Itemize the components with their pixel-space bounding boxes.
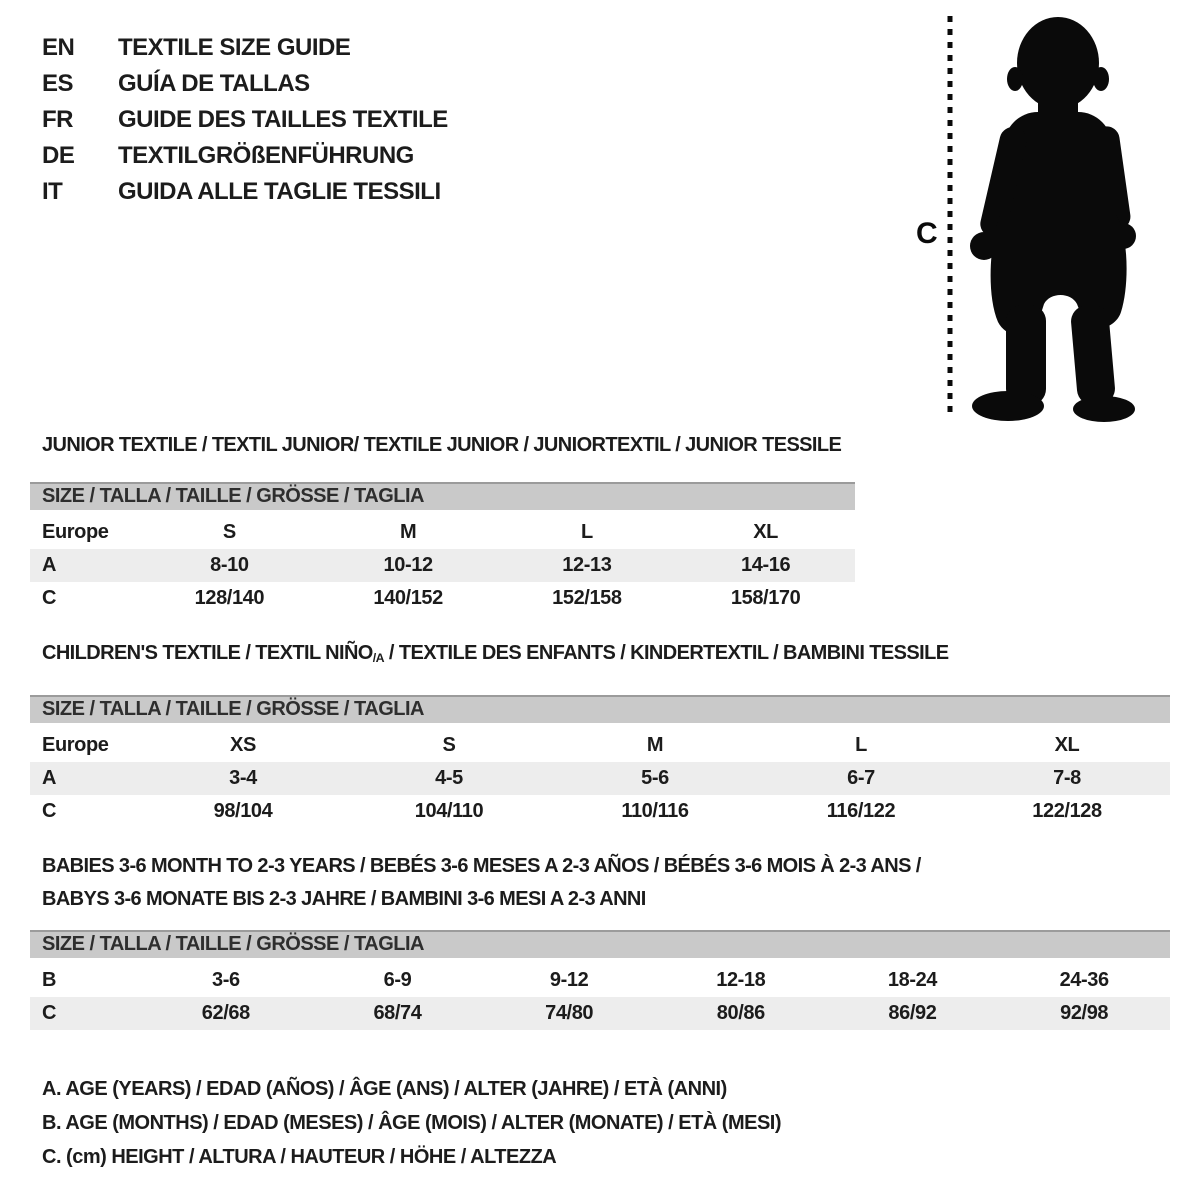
language-row: [42, 138, 448, 174]
table-row: [30, 549, 855, 582]
language-label: TEXTILE SIZE GUIDE: [118, 34, 351, 61]
cell-value: 152/158: [552, 587, 622, 609]
cell-value: 140/152: [373, 587, 443, 609]
height-label: C: [916, 217, 938, 250]
size-figure: [880, 0, 1200, 440]
cell-value: L: [855, 734, 867, 757]
cell-value: XL: [753, 521, 778, 543]
toddler-silhouette-icon: [970, 17, 1136, 422]
title-segment: / TEXTILE DES ENFANTS / KINDERTEXTIL / BAMBINI TESSILE: [383, 642, 949, 664]
size-header-bar: SIZE / TALLA / TAILLE / GRÖSSE / TAGLIA: [30, 695, 1170, 723]
cell-value: 62/68: [201, 1002, 250, 1024]
size-table-babies: [30, 964, 1170, 1030]
title-segment: CHILDREN'S TEXTILE / TEXTIL NIÑO: [42, 642, 373, 664]
row-label: Europe: [42, 521, 109, 543]
cell-value: 80/86: [716, 1002, 765, 1024]
language-label: GUIDA ALLE TAGLIE TESSILI: [118, 178, 441, 205]
table-row: [30, 516, 855, 549]
table-row: [30, 729, 1170, 762]
title-segment: /A: [372, 651, 384, 666]
language-row: [42, 66, 448, 102]
section-title-junior: [30, 434, 855, 456]
title-segment: BABIES 3-6 MONTH TO 2-3 YEARS / BEBÉS 3-6 MESES A 2-3 AÑOS / BÉBÉS 3-6 MOIS À 2-3 ANS /: [42, 855, 921, 877]
section-babies-textile: [30, 850, 1170, 1030]
row-label: C: [42, 1002, 57, 1024]
section-title-line: [30, 434, 855, 456]
table-row: [30, 762, 1170, 795]
legend-line: A. AGE (YEARS) / EDAD (AÑOS) / ÂGE (ANS) / ALTER (JAHRE) / ETÀ (ANNI): [42, 1078, 727, 1100]
cell-value: 6-9: [383, 969, 412, 991]
language-label: TEXTILGRÖßENFÜHRUNG: [118, 142, 414, 169]
language-row: [42, 30, 448, 66]
cell-value: M: [646, 734, 664, 757]
cell-value: 158/170: [730, 587, 801, 609]
cell-value: 8-10: [210, 554, 249, 576]
row-label: C: [42, 800, 57, 823]
legend-line: B. AGE (MONTHS) / EDAD (MESES) / ÂGE (MOIS) / ALTER (MONATE) / ETÀ (MESI): [42, 1112, 782, 1134]
row-label: Europe: [42, 734, 109, 757]
language-label: GUIDE DES TAILLES TEXTILE: [118, 106, 448, 133]
cell-value: XS: [230, 734, 256, 757]
cell-value: 12-18: [716, 969, 766, 991]
section-children-textile: [30, 642, 1170, 828]
cell-value: 24-36: [1059, 969, 1109, 991]
cell-value: 7-8: [1053, 767, 1081, 790]
row-label: C: [42, 587, 57, 609]
section-title-line: [30, 850, 1170, 883]
cell-value: S: [222, 521, 236, 543]
language-label: GUÍA DE TALLAS: [118, 70, 310, 97]
table-row: [30, 582, 855, 615]
row-label: A: [42, 554, 57, 576]
cell-value: 128/140: [194, 587, 265, 609]
cell-value: S: [442, 734, 456, 757]
language-code: FR: [42, 106, 73, 133]
cell-value: M: [399, 521, 417, 543]
legend-line: C. (cm) HEIGHT / ALTURA / HAUTEUR / HÖHE / ALTEZZA: [42, 1146, 557, 1168]
language-list: [42, 30, 448, 210]
cell-value: 92/98: [1060, 1002, 1109, 1024]
cell-value: 4-5: [435, 767, 463, 790]
size-header-bar: SIZE / TALLA / TAILLE / GRÖSSE / TAGLIA: [30, 482, 855, 510]
cell-value: 14-16: [741, 554, 791, 576]
measurement-legend: [42, 1072, 781, 1174]
cell-value: 10-12: [383, 554, 433, 576]
section-title-children: [30, 642, 1170, 669]
cell-value: 12-13: [562, 554, 612, 576]
cell-value: 9-12: [549, 969, 589, 991]
language-code: EN: [42, 34, 75, 61]
section-junior-textile: [30, 434, 855, 615]
row-label: B: [42, 969, 57, 991]
size-header-bar: SIZE / TALLA / TAILLE / GRÖSSE / TAGLIA: [30, 930, 1170, 958]
size-table-junior: [30, 516, 855, 615]
cell-value: 5-6: [641, 767, 669, 790]
language-row: [42, 102, 448, 138]
cell-value: 3-6: [211, 969, 240, 991]
cell-value: 68/74: [373, 1002, 422, 1024]
cell-value: 98/104: [213, 800, 273, 823]
cell-value: XL: [1054, 734, 1080, 757]
section-title-line: [30, 883, 1170, 916]
title-segment: BABYS 3-6 MONATE BIS 2-3 JAHRE / BAMBINI 3-6 MESI A 2-3 ANNI: [42, 888, 646, 910]
language-code: DE: [42, 142, 75, 169]
title-segment: JUNIOR TEXTILE / TEXTIL JUNIOR/ TEXTILE JUNIOR / JUNIORTEXTIL / JUNIOR TESSILE: [42, 434, 842, 456]
cell-value: L: [580, 521, 593, 543]
row-label: A: [42, 767, 57, 790]
cell-value: 3-4: [229, 767, 257, 790]
table-row: [30, 795, 1170, 828]
language-code: IT: [42, 178, 63, 205]
language-row: [42, 174, 448, 210]
table-row: [30, 964, 1170, 997]
size-table-children: [30, 729, 1170, 828]
cell-value: 6-7: [847, 767, 875, 790]
table-row: [30, 997, 1170, 1030]
cell-value: 110/116: [621, 800, 689, 823]
cell-value: 86/92: [888, 1002, 937, 1024]
language-code: ES: [42, 70, 74, 97]
section-title-babies: [30, 850, 1170, 916]
cell-value: 74/80: [545, 1002, 594, 1024]
cell-value: 18-24: [887, 969, 938, 991]
cell-value: 116/122: [826, 800, 896, 823]
section-title-line: [30, 642, 1170, 669]
cell-value: 122/128: [1032, 800, 1102, 823]
cell-value: 104/110: [414, 800, 484, 823]
